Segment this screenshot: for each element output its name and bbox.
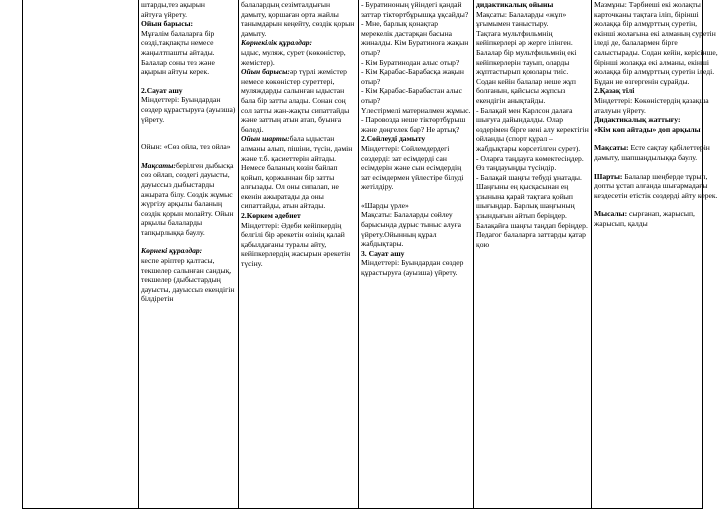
col4-text: Балалар бір мультфильмнің екі кейіпкерлерін тауып, оларды жұптастырып қоюлары тиіс. Содан кейін балалар неше жұп болғанын, қайсысы жұпсыз екендігін анықтайды. xyxy=(476,47,579,105)
col1-text: берілген дыбысқа сөз ойлап, сөздегі дауысты, дауыссыз дыбыстарды ажырата білу. Сөздік жұмыс жүргізу арқылы баланың сөздік қорын молайту. Ойын арқылы балаларды тапқырлыққа баулу. xyxy=(141,160,236,237)
col3-text: - Мне, барлық қонақтар мерекелік дастарқан басына жиналды. Кім Буратиноға жақын отыр? xyxy=(361,19,471,57)
table-column-5 xyxy=(591,0,720,509)
col1-label: Көрнекі құралдар: xyxy=(141,246,203,256)
col2-text: ыдыс, муляж, сурет (көкөністер, жемістер). xyxy=(241,47,348,67)
col5-label: Мысалы: xyxy=(594,209,628,219)
col2-label: Ойын шарты: xyxy=(241,134,290,144)
col1-text: Міндеттері: Буындардан сөздер құрастыруға (ауызша) үйрету. xyxy=(141,95,238,124)
col5-heading: 2.Қазақ тілі xyxy=(594,86,635,96)
table-column-blank xyxy=(22,0,138,509)
col3-text: «Шарды үрле» xyxy=(361,200,409,210)
col2-heading: 2.Көркем әдебиет xyxy=(241,211,301,221)
table-column-1 xyxy=(138,0,238,509)
col4-text: Тақтаға мультфильмнің кейіпкерлері әр жерге ілінген. xyxy=(476,28,573,48)
col3-text: Үлестірмелі материалмен жұмыс. xyxy=(361,105,471,115)
col2-text: балалардың сезімталдығын дамыту, қоршаған орта жайлы танымдарын кеңейту, сөздік қорын дамыту. xyxy=(241,0,357,38)
col2-text: бала ыдыстан алманы алып, пішіни, түсін, дәмін және т.б. қасиеттерін айтады. Немесе баланың көзін байлап қойып, қоржыннан бір затты алғызады. Ол оны сипалап, не екенін ажыратады да оны сипаттайды, атын айтады. xyxy=(241,134,355,211)
col5-text: Міндеттері: Көкөністердің қазақша аталуын үйрету. xyxy=(594,95,711,115)
col2-text: әр түрлі жемістер немесе көкөністер суреттері, муляждарды салынған ыдыстан бала бір затты алады. Сонан соң сол затты жан-жақты сипаттайды және заттың атын атап, буынға бөледі. xyxy=(241,67,352,134)
col5-text: сырғанап, жарысып, жарысып, қалды xyxy=(594,209,697,228)
col5-text: Есте сақтау қабілеттерін дамыту, шапшаңдылыққа баулу. xyxy=(594,143,712,162)
col4-text: - Балақай шаңғы тебуді ұнатады. Шаңғыны ең қысқасынан ең ұзынына қарай тақтаға қойып шығыңдар. Барлық шаңғының ұзындығын айтып беріңдер. Балақайға шаңғы таңдап беріңдер. xyxy=(476,172,588,230)
col3-text: - Буратиноның үйіндегі қандай заттар тіктөртбұрышқа ұқсайды? xyxy=(361,0,469,19)
col5-text: Мазмұны: Тәрбиеші екі жолақты карточканы тақтаға іліп, бірінші жолаққа бір алмұрттың суретін, екінші жолағына екі алманың суретін іледі де, балалармен бірге салыстырады. Содан кейін, керісінше, бірінші жолаққа екі алманы, екінші жолаққа бір алмұрттың суретін іледі. Бұдан не өзгергенін сұрайды. xyxy=(594,0,720,86)
col2-label: Көрнекілік құралдар: xyxy=(241,38,313,48)
col3-text: Міндеттері: Буындардан сөздер құрастыруға (ауызша) үйрету. xyxy=(361,258,466,278)
col4-text: Мақсаты: Балаларды «жұп» ұғымымен таныстыру. xyxy=(476,9,569,29)
col1-text: кеспе әріптер қалтасы, текшелер салынған сандық, текшелер (дыбыстардың дауысты, дауыссыз екендігін білдіретін xyxy=(141,256,237,304)
col2-text: Міндеттері: Әдеби кейіпкердің белгілі бір әрекетін өзінің қалай қабылдағаны туралы айту, кейіпкерлердің жасырын әрекетін түсіну. xyxy=(241,220,353,269)
col3-heading: 2.Сөйлеуді дамыту xyxy=(361,134,426,144)
col5-heading: Дидактикалық жаттығу: xyxy=(594,115,681,125)
col1-text: Мұғалім балаларға бір сөзді,тақпақты немесе жаңылтпашты айтады. Балалар соны тез және ақырын айтуы керек. xyxy=(141,28,217,77)
col3-text: - Кім Қарабас-Барабасқа жақын отыр? xyxy=(361,67,466,86)
col3-text: Мақсаты: Балаларды сөйлеу барысында дұрыс тыныс алуға үйрету.Ойынның құрал жабдықтары. xyxy=(361,210,463,249)
col4-heading: дидактикалық ойыны xyxy=(476,0,554,9)
col5-label: Мақсаты: xyxy=(594,143,629,153)
lesson-plan-table xyxy=(22,0,720,509)
col3-heading: 3. Сауат ашу xyxy=(361,248,405,258)
col4-text: Педагог балаларға заттарды қатар қою xyxy=(476,230,588,249)
col1-text: айтуға үйрету. xyxy=(141,9,188,19)
col5-text: Балалар шеңберде тұрып, допты ұстап алғанда шығармадағы кездесетін етістік сөздерді айту керек. xyxy=(594,171,718,200)
table-column-2 xyxy=(238,0,358,509)
col3-text: - Кім Буратинодан алыс отыр? xyxy=(361,57,460,67)
col3-text: - Кім Қарабас-Барабастан алыс отыр? xyxy=(361,86,464,105)
table-column-3 xyxy=(358,0,473,509)
col1-heading: 2.Сауат ашу xyxy=(141,85,183,95)
col5-label: Шарты: xyxy=(594,171,623,181)
col1-label: Мақсаты: xyxy=(141,160,176,170)
table-column-4 xyxy=(473,0,591,509)
col5-heading: «Кім көп айтады» доп арқылы xyxy=(594,124,701,134)
col3-text: - Паровозда неше тіктөртбұрыш және дөңгелек бар? Не артық? xyxy=(361,115,468,134)
col1-heading: Ойын барысы: xyxy=(141,19,194,29)
col3-text: Міндеттері: Сөйлемдердегі сөздерді: зат есімдерді сан есімдерін және сын есімдердің зат есімдермен үйлестіре білуді жетілдіру. xyxy=(361,143,466,192)
col4-text: - Оларға таңдауға көмектесіңдер. Өз таңдауыңды түсіндір. xyxy=(476,153,586,173)
col1-text: Ойын: «Сөз ойла, тез ойла» xyxy=(141,142,231,152)
col1-text: штарды,тез ақырын xyxy=(141,0,205,9)
col4-text: - Балақай мен Карлсон далаға шығуға дайындалды. Олар өздерімен бірге нені алу керектігін ойланды (спорт құрал – жабдықтары көрсетілген сурет). xyxy=(476,105,591,153)
col2-label: Ойын барысы: xyxy=(241,67,290,77)
